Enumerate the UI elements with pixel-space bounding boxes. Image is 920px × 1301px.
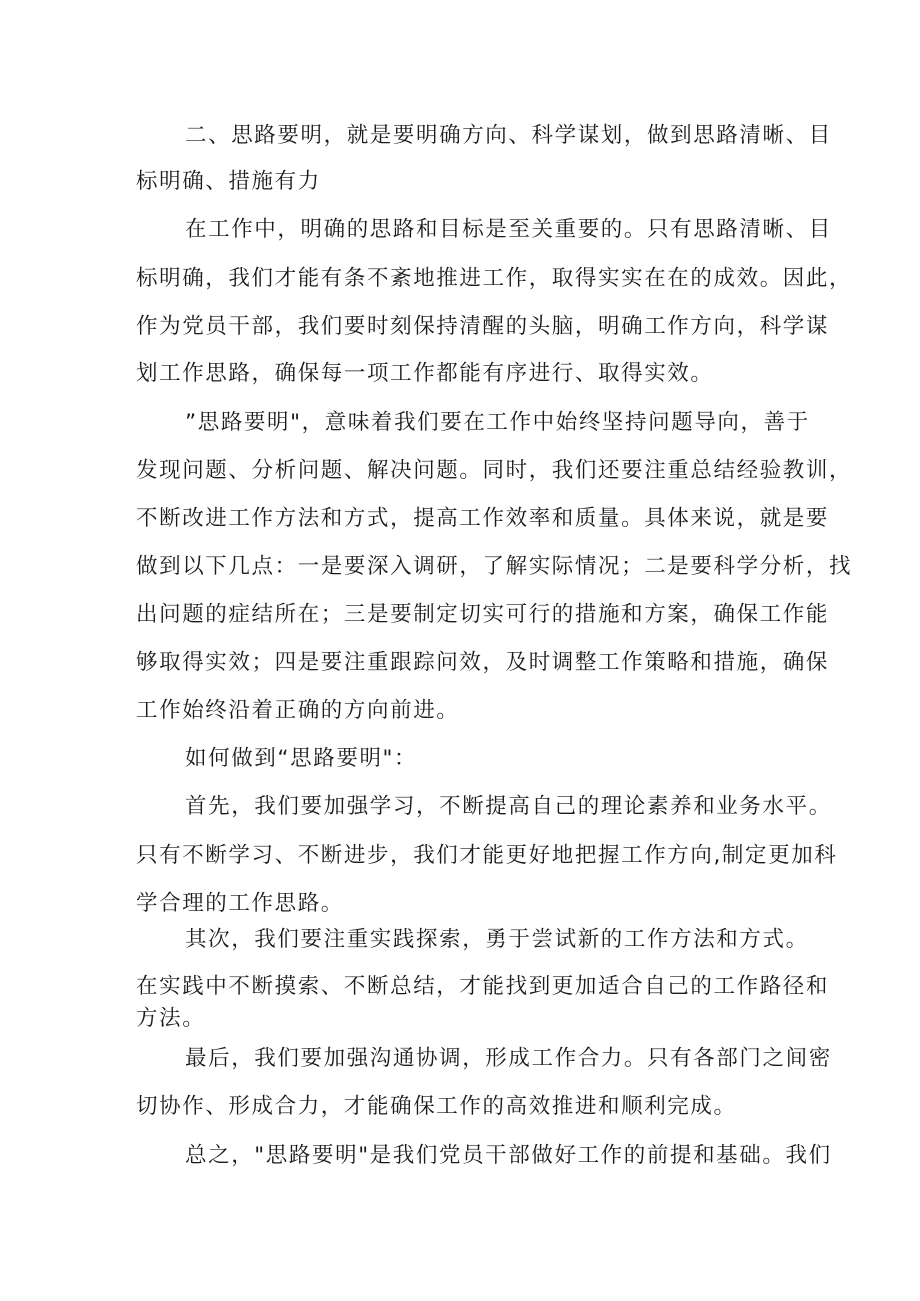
paragraph-line: 只有不断学习、不断进步，我们才能更好地把握工作方向,制定更加科 [136,843,838,868]
paragraph-line: 方法。 [136,1006,206,1031]
paragraph-line: 工作始终沿着正确的方向前进。 [136,698,460,723]
section-heading-line: 标明确、措施有力 [136,169,321,194]
paragraph-line: 总之，"思路要明"是我们党员干部做好工作的前提和基础。我们 [185,1143,832,1168]
paragraph-line: 不断改进工作方法和方式，提高工作效率和质量。具体来说，就是要 [136,506,830,531]
paragraph-line: 发现问题、分析问题、解决问题。同时，我们还要注重总结经验教训， [136,458,853,483]
paragraph-line: 在工作中，明确的思路和目标是至关重要的。只有思路清晰、目 [185,217,832,242]
paragraph-line: ”思路要明"，意味着我们要在工作中始终坚持问题导向，善于 [185,410,810,435]
paragraph-line: 够取得实效；四是要注重跟踪问效，及时调整工作策略和措施，确保 [136,650,830,675]
paragraph-line: 首先，我们要加强学习，不断提高自己的理论素养和业务水平。 [185,794,832,819]
paragraph-line: 最后，我们要加强沟通协调，形成工作合力。只有各部门之间密 [185,1046,832,1071]
paragraph-line: 其次，我们要注重实践探索，勇于尝试新的工作方法和方式。 [185,927,809,952]
section-heading-line: 二、思路要明，就是要明确方向、科学谋划，做到思路清晰、目 [185,123,832,148]
paragraph-line: 划工作思路，确保每一项工作都能有序进行、取得实效。 [136,361,714,386]
paragraph-line: 学合理的工作思路。 [136,891,344,916]
paragraph-line: 在实践中不断摸索、不断总结，才能找到更加适合自己的工作路径和 [136,974,830,999]
paragraph-line: 切协作、形成合力，才能确保工作的高效推进和顺利完成。 [136,1094,737,1119]
paragraph-line: 作为党员干部，我们要时刻保持清醒的头脑，明确工作方向，科学谋 [136,314,830,339]
paragraph-line: 标明确，我们才能有条不紊地推进工作，取得实实在在的成效。因此， [136,266,853,291]
paragraph-line: 如何做到“思路要明"： [185,746,418,771]
paragraph-line: 出问题的症结所在；三是要制定切实可行的措施和方案，确保工作能 [136,602,830,627]
paragraph-line: 做到以下几点：一是要深入调研，了解实际情况；二是要科学分析，找 [136,554,853,579]
